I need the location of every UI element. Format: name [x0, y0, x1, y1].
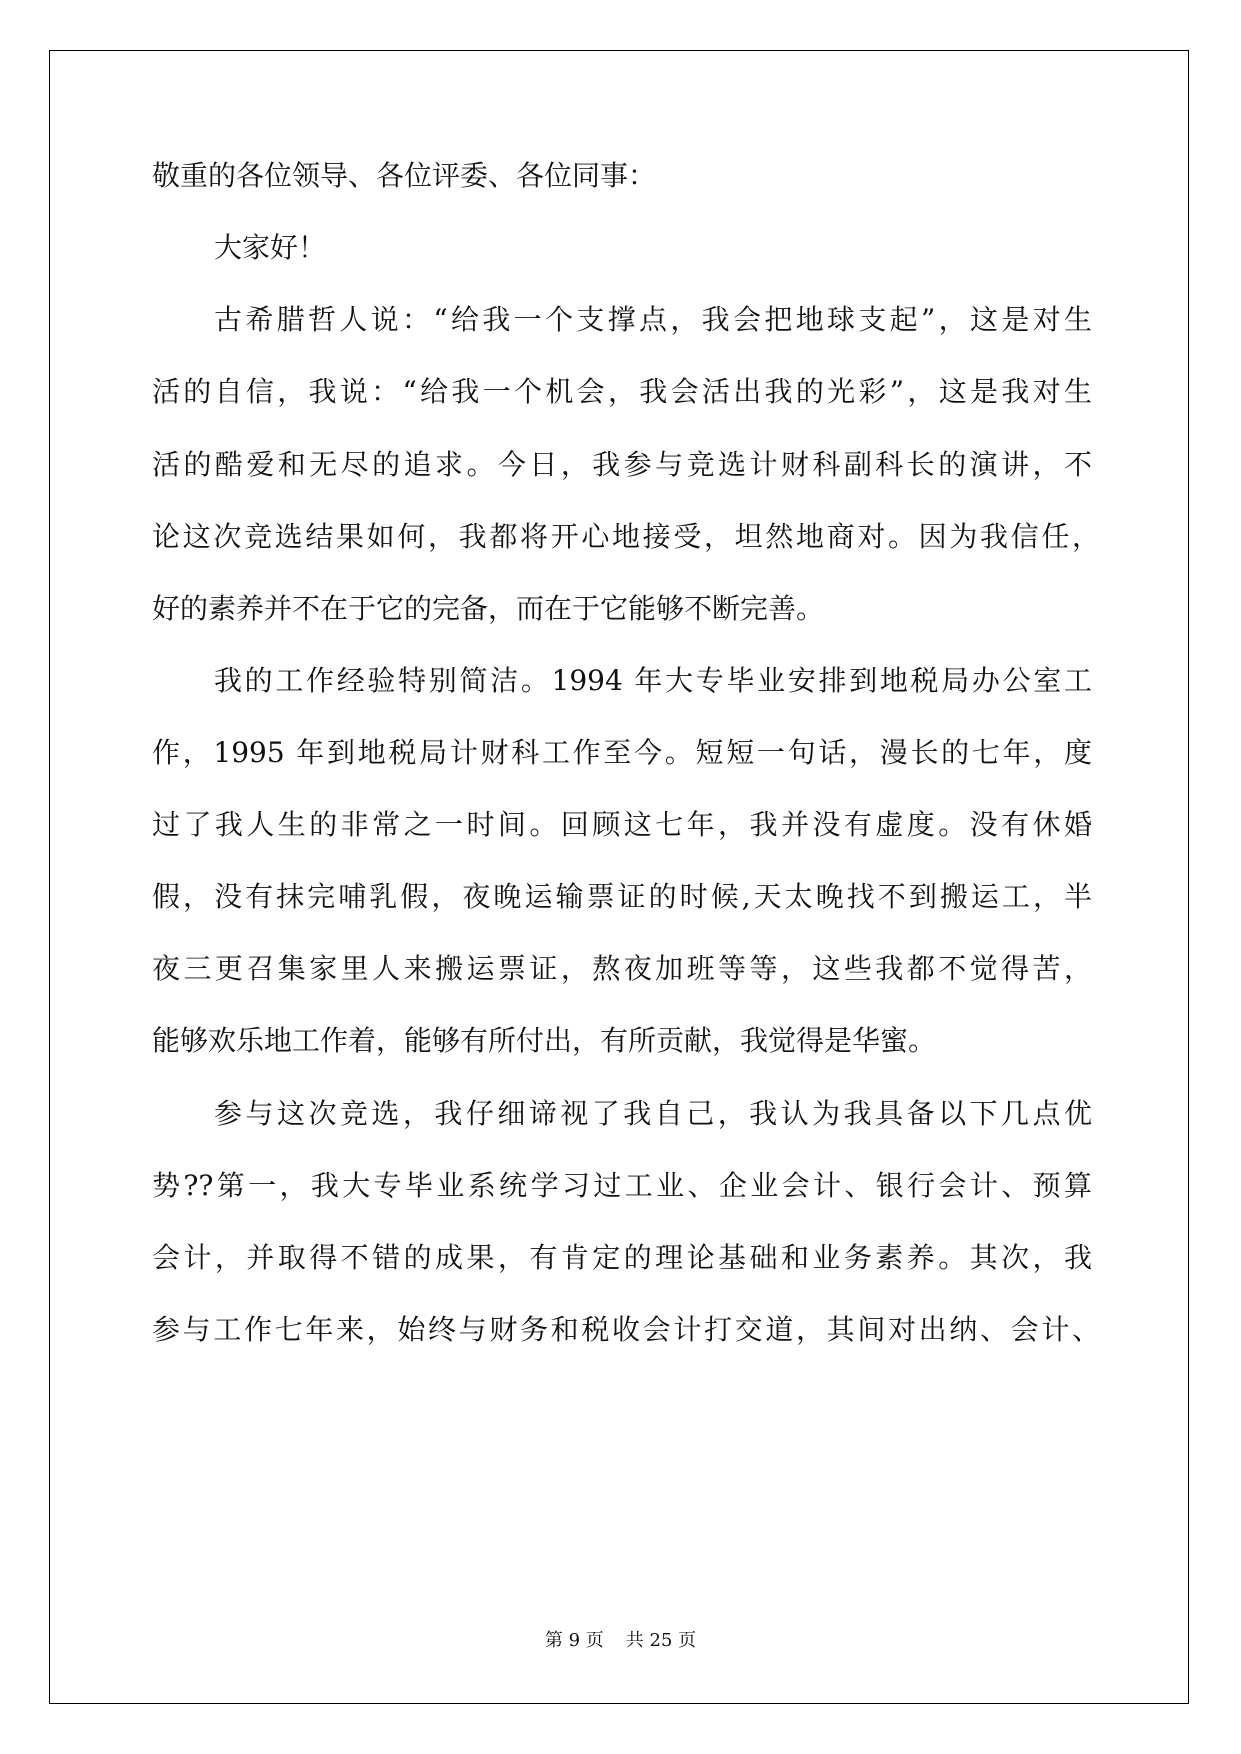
- paragraph-line: 过了我人生的非常之一时间。回顾这七年，我并没有虚度。没有休婚: [152, 808, 1092, 841]
- paragraph-line: 活的酷爱和无尽的追求。今日，我参与竞选计财科副科长的演讲，不: [152, 448, 1092, 481]
- page-footer: [0, 1626, 1241, 1652]
- paragraph-line: 会计，并取得不错的成果，有肯定的理论基础和业务素养。其次，我: [152, 1241, 1092, 1274]
- paragraph-line: 作，1995 年到地税局计财科工作至今。短短一句话，漫长的七年，度: [152, 736, 1092, 769]
- salutation-line: 敬重的各位领导、各位评委、各位同事：: [152, 159, 657, 192]
- paragraph-line: 好的素养并不在于它的完备，而在于它能够不断完善。: [152, 592, 825, 625]
- paragraph-line: 参与工作七年来，始终与财务和税收会计打交道，其间对出纳、会计、: [152, 1313, 1100, 1346]
- page-number: 第 9 页: [544, 1630, 604, 1651]
- page-total: 共 25 页: [625, 1630, 697, 1651]
- paragraph-line: 论这次竞选结果如何，我都将开心地接受，坦然地商对。因为我信任，: [152, 520, 1100, 553]
- paragraph-line: 古希腊哲人说：“给我一个支撑点，我会把地球支起”，这是对生: [214, 303, 1092, 336]
- paragraph-line: 势??第一，我大专毕业系统学习过工业、企业会计、银行会计、预算: [152, 1169, 1092, 1202]
- paragraph-line: 活的自信，我说：“给我一个机会，我会活出我的光彩”，这是我对生: [152, 375, 1092, 408]
- greeting-line: 大家好！: [214, 231, 327, 264]
- paragraph-line: 夜三更召集家里人来搬运票证，熬夜加班等等，这些我都不觉得苦，: [152, 952, 1092, 985]
- paragraph-line: 参与这次竞选，我仔细谛视了我自己，我认为我具备以下几点优: [214, 1097, 1092, 1130]
- paragraph-line: 能够欢乐地工作着，能够有所付出，有所贡献，我觉得是华蜜。: [152, 1024, 937, 1057]
- paragraph-line: 假，没有抹完哺乳假，夜晚运输票证的时候,天太晚找不到搬运工，半: [152, 880, 1092, 913]
- paragraph-line: 我的工作经验特别简洁。1994 年大专毕业安排到地税局办公室工: [214, 664, 1092, 697]
